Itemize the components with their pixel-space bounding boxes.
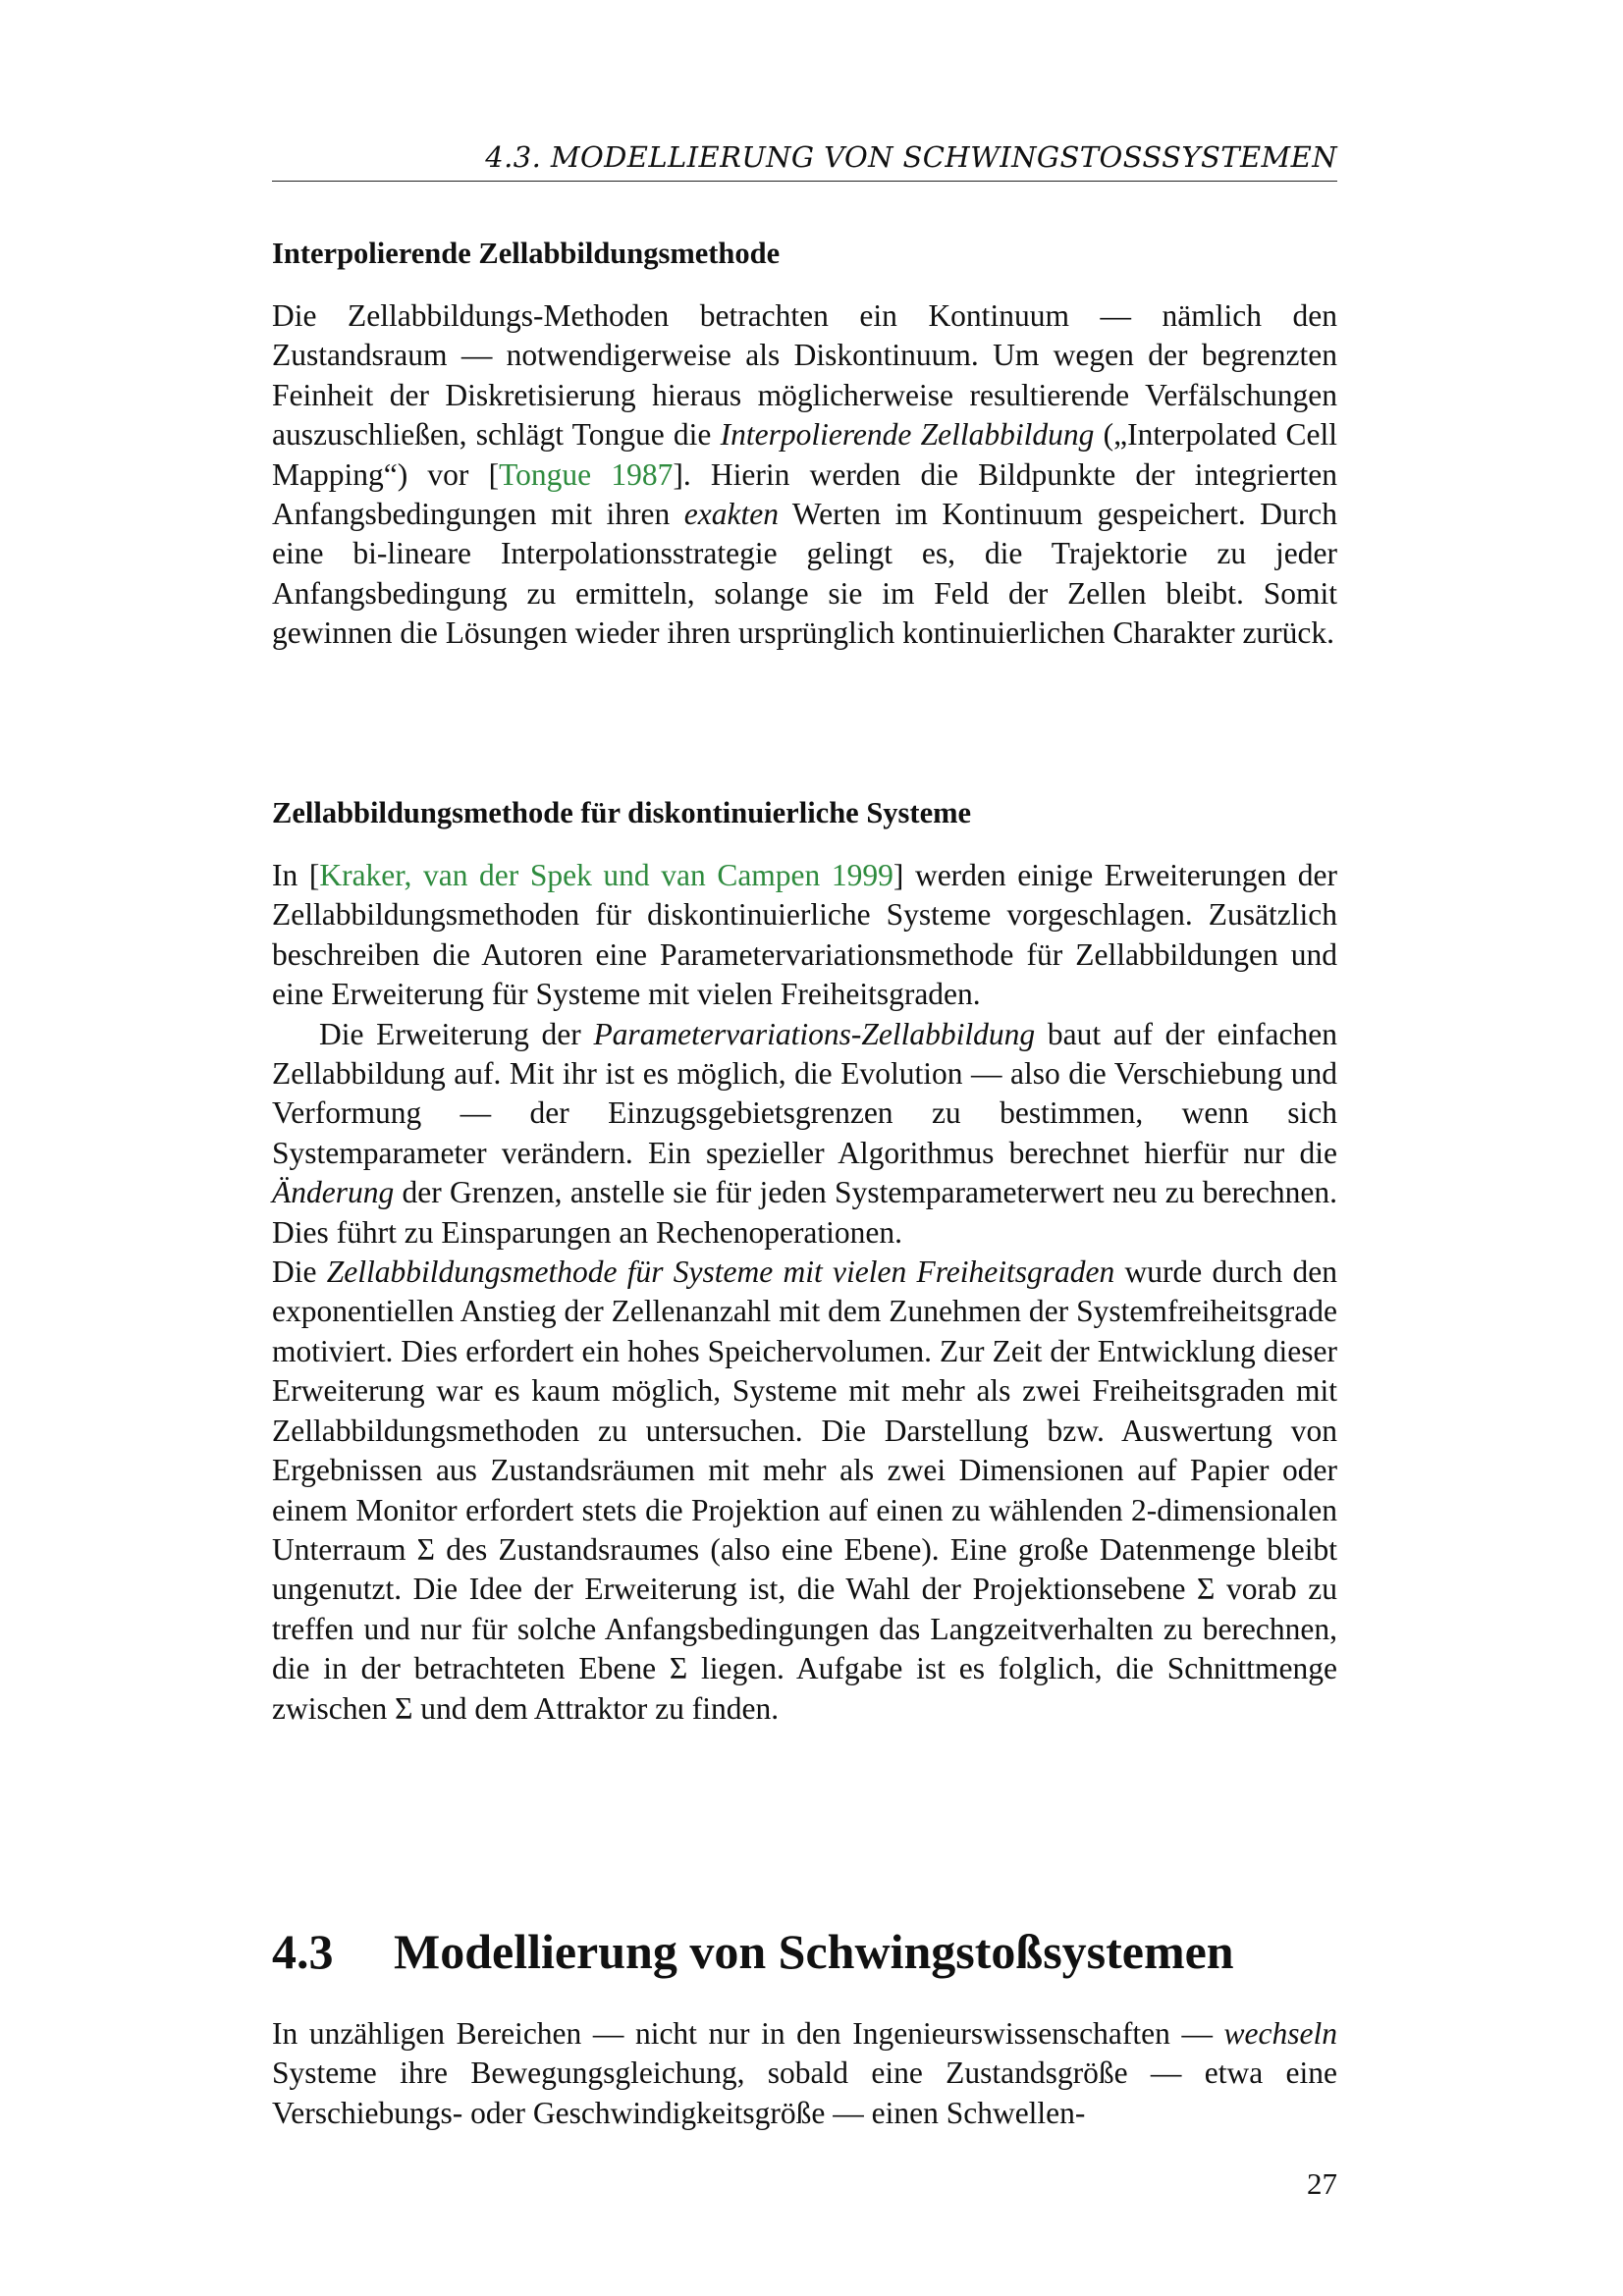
- citation-link[interactable]: Tongue 1987: [499, 456, 674, 492]
- text-run: In [: [272, 858, 320, 892]
- text-run: der Grenzen, anstelle sie für jeden Systemparameterwert neu zu berechnen. Dies führt zu Einsparungen an Rechenoperationen.: [272, 1175, 1337, 1250]
- paragraph: [272, 296, 1337, 654]
- section-4-3: [272, 1922, 1337, 2133]
- text-run: wurde durch den exponentiellen Anstieg der Zellenanzahl mit dem Zunehmen der Systemfreiheitsgrade motiviert. Dies erfordert ein hohes Speichervolumen. Zur Zeit der Entwicklung dieser Erweiterung war es kaum möglich, Systeme mit mehr als zwei Freiheitsgraden mit Zellabbildungsmethoden zu untersuchen. Die Darstellung bzw. Auswertung von Ergebnissen aus Zustandsräumen mit mehr als zwei Dimensionen auf Papier oder einem Monitor erfordert stets die Projektion auf einen zu wählenden 2-dimensionalen Unterraum Σ des Zustandsraumes (also eine Ebene). Eine große Datenmenge bleibt ungenutzt. Die Idee der Erweiterung ist, die Wahl der Projektionsebene Σ vorab zu treffen und nur für solche Anfangsbedingungen das Langzeitverhalten zu berechnen, die in der betrachteten Ebene Σ liegen. Aufgabe ist es folglich, die Schnittmenge zwischen Σ und dem Attraktor zu finden.: [272, 1255, 1338, 1726]
- emphasis: exakten: [683, 497, 779, 532]
- section-number: 4.3: [272, 1924, 334, 1979]
- emphasis: Parametervariations-Zellabbildung: [593, 1016, 1036, 1051]
- text-run: („Interpolated Cell Mapping“) vor [: [272, 417, 1337, 492]
- section-heading: [272, 1922, 1337, 1981]
- subsection-interpolierende: [272, 234, 1337, 654]
- subsection-heading: Interpolierende Zellabbildungsmethode: [272, 237, 781, 270]
- emphasis: Zellabbildungsmethode für Systeme mit vielen Freiheitsgraden: [326, 1255, 1115, 1290]
- text-run: ]. Hierin werden die Bildpunkte der integrierten Anfangsbedingungen mit ihren: [272, 456, 1337, 532]
- section-title: Modellierung von Schwingstoßsystemen: [394, 1924, 1234, 1979]
- paragraph: [272, 1015, 1337, 1253]
- subsection-diskontinuierlich: [272, 793, 1337, 1729]
- text-run: In unzähligen Bereichen — nicht nur in den Ingenieurswissenschaften —: [272, 2016, 1224, 2051]
- running-head: 4.3. MODELLIERUNG VON SCHWINGSTOSSSYSTEMEN: [485, 140, 1337, 174]
- paragraph: [272, 856, 1337, 1015]
- emphasis: Änderung: [272, 1175, 395, 1210]
- text-run: Systeme ihre Bewegungsgleichung, sobald eine Zustandsgröße — etwa eine Verschiebungs- oder Geschwindigkeitsgröße — einen Schwellen-: [272, 2056, 1337, 2130]
- header-rule: [272, 181, 1337, 182]
- paragraph: [272, 1253, 1337, 1729]
- text-run: Die Zellabbildungs-Methoden betrachten ein Kontinuum — nämlich den Zustandsraum — notwendigerweise als Diskontinuum. Um wegen der begrenzten Feinheit der Diskretisierung hieraus möglicherweise resultierende Verfälschungen auszuschließen, schlägt Tongue die: [272, 298, 1337, 453]
- text-run: Die: [272, 1255, 327, 1290]
- citation-link[interactable]: Kraker, van der Spek und van Campen 1999: [319, 858, 893, 892]
- text-run: Werten im Kontinuum gespeichert. Durch eine bi-lineare Interpolationsstrategie gelingt es, die Trajektorie zu jeder Anfangsbedingung zu ermitteln, solange sie im Feld der Zellen bleibt. Somit gewinnen die Lösungen wieder ihren ursprünglich kontinuierlichen Charakter zurück.: [272, 497, 1338, 651]
- text-run: ] werden einige Erweiterungen der Zellabbildungsmethoden für diskontinuierliche Systeme vorgeschlagen. Zusätzlich beschreiben die Autoren eine Parametervariationsmethode für Zellabbildungen und eine Erweiterung für Systeme mit vielen Freiheitsgraden.: [272, 858, 1338, 1012]
- emphasis: wechseln: [1223, 2016, 1337, 2051]
- text-run: baut auf der einfachen Zellabbildung auf. Mit ihr ist es möglich, die Evolution — also die Verschiebung und Verformung — der Einzugsgebietsgrenzen zu bestimmen, wenn sich Systemparameter verändern. Ein spezieller Algorithmus berechnet hierfür nur die: [272, 1016, 1337, 1170]
- emphasis: Interpolierende Zellabbildung: [720, 417, 1095, 453]
- page-number: 27: [1307, 2166, 1337, 2201]
- text-run: Die Erweiterung der: [319, 1016, 594, 1051]
- subsection-heading: Zellabbildungsmethode für diskontinuierliche Systeme: [272, 796, 972, 829]
- paragraph: [272, 2014, 1337, 2133]
